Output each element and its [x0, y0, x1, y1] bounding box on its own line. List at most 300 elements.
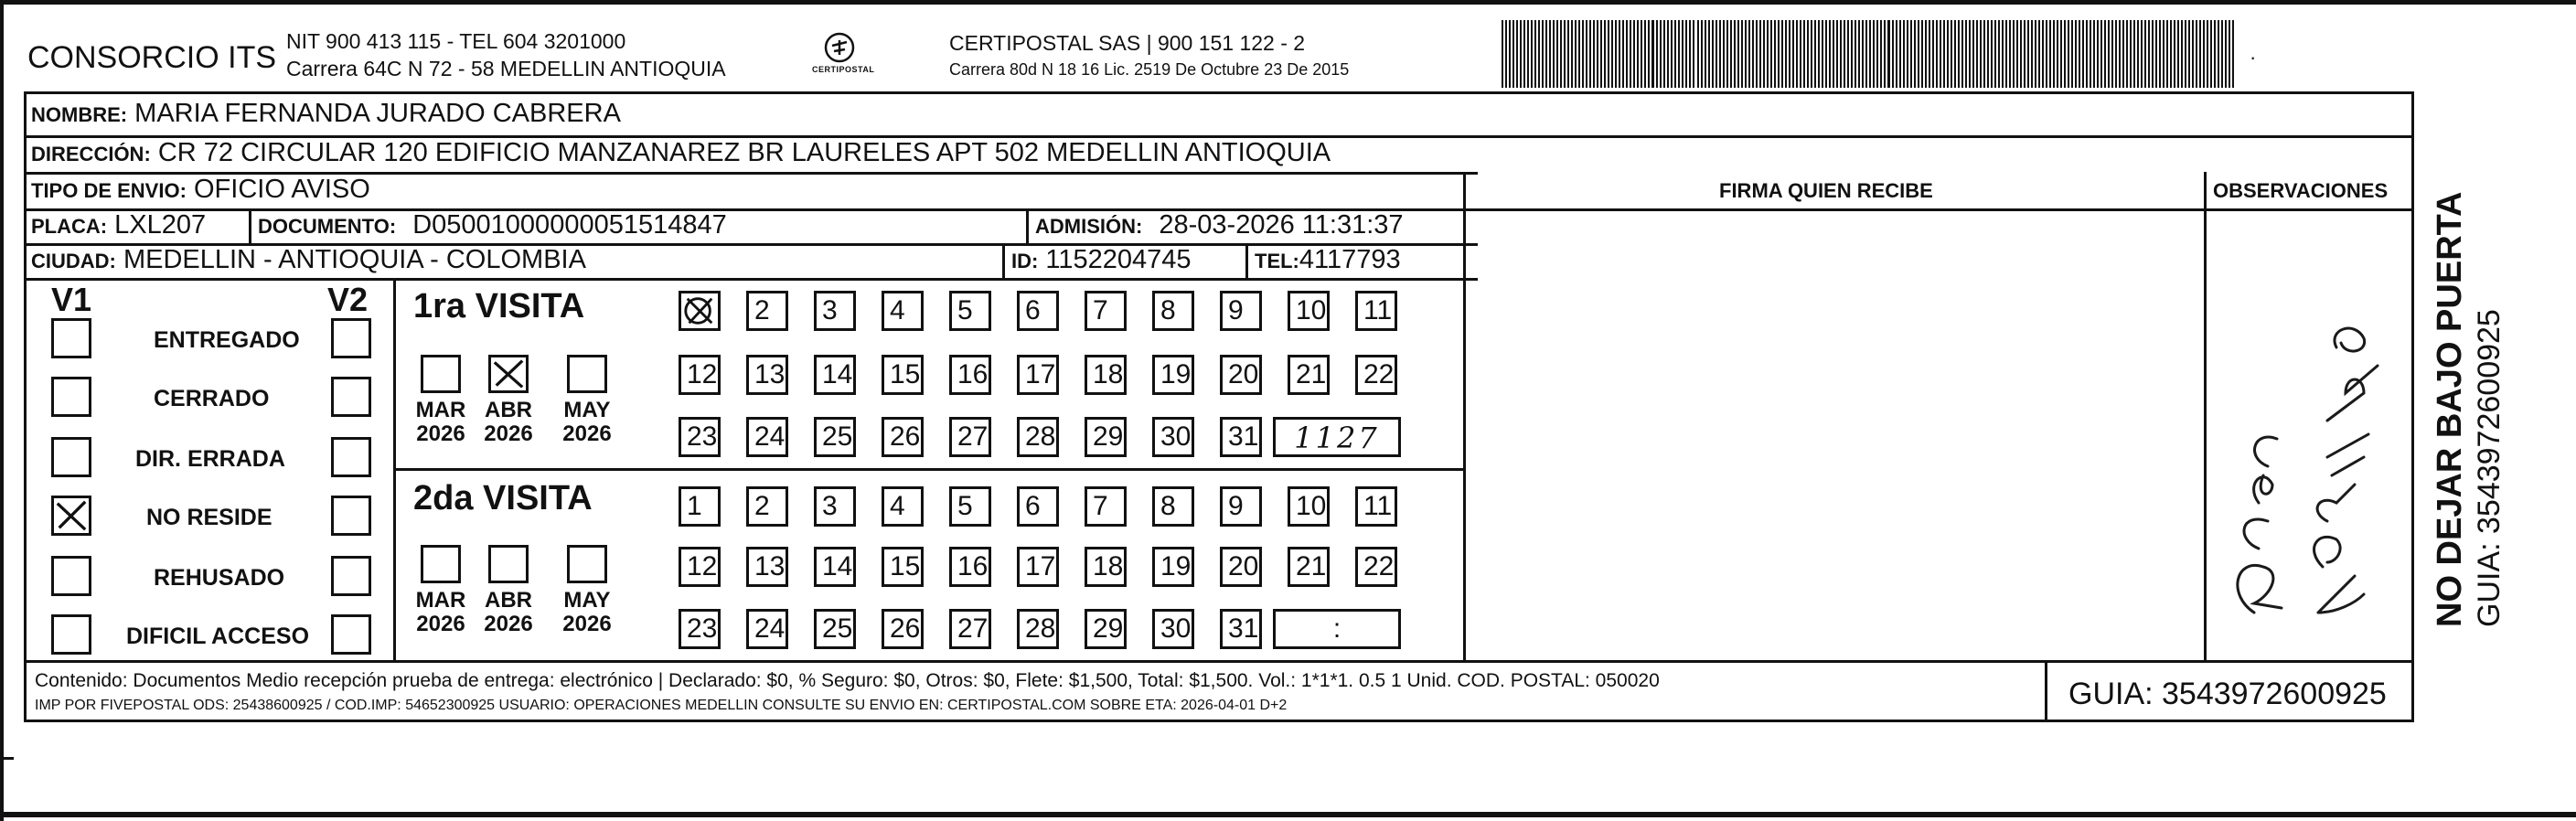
second-day-box: 9	[1220, 486, 1262, 527]
id-label: ID:	[1011, 250, 1039, 272]
barcode-bar	[2119, 20, 2121, 88]
second-month-checkbox	[567, 545, 607, 583]
company-name: CONSORCIO ITS	[27, 40, 277, 75]
tel-row	[1255, 247, 1401, 273]
first-day-box: 13	[746, 355, 788, 395]
admision-row	[1035, 212, 1404, 239]
barcode-bar	[2002, 20, 2004, 88]
barcode-bar	[1822, 20, 1823, 88]
barcode-bar	[1887, 20, 1890, 88]
first-day-box: 3	[814, 291, 856, 331]
barcode-bar	[1943, 20, 1945, 88]
barcode-bar	[1918, 20, 1919, 88]
first-day-box: 30	[1152, 417, 1194, 457]
barcode-bar	[2024, 20, 2026, 88]
barcode-bar	[1575, 20, 1577, 88]
barcode-bar	[1785, 20, 1787, 88]
barcode-bar	[1697, 20, 1699, 88]
barcode-bar	[1829, 20, 1831, 88]
first-day-box: 27	[949, 417, 991, 457]
second-day-box: 4	[882, 486, 924, 527]
barcode-bar	[1855, 20, 1856, 88]
direccion-label: DIRECCIÓN:	[31, 143, 151, 165]
lower-tick	[0, 757, 14, 760]
second-day-box: 24	[746, 609, 788, 649]
barcode-bar	[2068, 20, 2069, 88]
first-day-box: 6	[1017, 291, 1059, 331]
barcode-bar	[1516, 20, 1518, 88]
barcode-bar	[1825, 20, 1827, 88]
barcode-bar	[2137, 20, 2139, 88]
month-name: ABR	[485, 588, 532, 613]
barcode-bar	[1604, 20, 1606, 88]
barcode-bar	[1534, 20, 1536, 88]
first-day-box: 25	[814, 417, 856, 457]
v1-checkbox	[51, 556, 91, 596]
second-day-box: 19	[1152, 547, 1194, 587]
barcode-bar	[1781, 20, 1783, 88]
observaciones-label: OBSERVACIONES	[2213, 179, 2389, 202]
admision-divider	[1026, 208, 1029, 243]
barcode-bar	[2214, 20, 2216, 88]
first-day-box: 8	[1152, 291, 1194, 331]
barcode-bar	[1630, 20, 1631, 88]
id-divider	[1002, 243, 1005, 278]
second-day-box: 6	[1017, 486, 1059, 527]
barcode-bar	[1719, 20, 1721, 88]
first-day-box: 9	[1220, 291, 1262, 331]
barcode-bar	[2218, 20, 2219, 88]
first-month-checkbox	[421, 355, 461, 393]
barcode-bar	[1549, 20, 1551, 88]
barcode-bar	[1936, 20, 1938, 88]
first-day-box: 23	[679, 417, 721, 457]
visit-divider	[393, 468, 1463, 471]
barcode-bar	[2163, 20, 2164, 88]
second-day-box: 11	[1355, 486, 1397, 527]
barcode-bar	[1789, 20, 1790, 88]
second-day-box: 1	[679, 486, 721, 527]
barcode-bar	[1987, 20, 1989, 88]
barcode-bar	[1892, 20, 1894, 88]
barcode-bar	[1929, 20, 1930, 88]
status-item-label: NO RESIDE	[146, 505, 273, 530]
status-item-label: ENTREGADO	[154, 327, 300, 353]
month-year: 2026	[484, 421, 533, 447]
barcode-bar	[2130, 20, 2132, 88]
barcode-bar	[2086, 20, 2088, 88]
first-day-box: 10	[1288, 291, 1330, 331]
firma-label: FIRMA QUIEN RECIBE	[1719, 179, 1933, 202]
month-year: 2026	[416, 612, 465, 637]
form-frame	[24, 91, 2414, 722]
second-day-box: 12	[679, 547, 721, 587]
top-edge	[0, 0, 2576, 5]
barcode-bar	[2042, 20, 2044, 88]
carrier-address: Carrera 80d N 18 16 Lic. 2519 De Octubre 23 De 2015	[949, 60, 1350, 79]
direccion-row	[31, 140, 1331, 166]
second-month-checkbox	[421, 545, 461, 583]
barcode-bar	[1803, 20, 1805, 88]
second-day-box: 30	[1152, 609, 1194, 649]
barcode-bar	[1763, 20, 1765, 88]
barcode-bar	[1774, 20, 1776, 88]
first-month-checkbox	[567, 355, 607, 393]
first-day-box: 15	[882, 355, 924, 395]
barcode-bar	[1869, 20, 1871, 88]
month-name: MAR	[415, 588, 466, 613]
barcode-bar	[1660, 20, 1662, 88]
barcode-bar	[1527, 20, 1529, 88]
barcode-bar	[1796, 20, 1798, 88]
barcode-bar	[1564, 20, 1566, 88]
barcode-bar	[2192, 20, 2194, 88]
v2-checkbox	[331, 377, 371, 417]
barcode-bar	[2203, 20, 2205, 88]
barcode-bar	[2057, 20, 2058, 88]
barcode-bar	[2196, 20, 2197, 88]
month-name: MAR	[415, 398, 466, 422]
barcode-bar	[1651, 20, 1654, 88]
second-day-box: 2	[746, 486, 788, 527]
barcode-bar	[1553, 20, 1555, 88]
barcode-bar	[1597, 20, 1598, 88]
barcode-bar	[1947, 20, 1949, 88]
barcode-bar	[1578, 20, 1580, 88]
barcode-bar	[2090, 20, 2091, 88]
tel-label: TEL:	[1255, 250, 1299, 272]
barcode-icon	[1502, 20, 2242, 88]
first-day-box: 12	[679, 355, 721, 395]
barcode-bar	[1611, 20, 1613, 88]
first-day-box: 7	[1085, 291, 1127, 331]
v2-checkbox	[331, 556, 371, 596]
first-day-box: 21	[1288, 355, 1330, 395]
barcode-bar	[1907, 20, 1908, 88]
admision-value: 28-03-2026 11:31:37	[1159, 210, 1404, 240]
barcode-bar	[1876, 20, 1878, 88]
barcode-bar	[2177, 20, 2179, 88]
barcode-bar	[1807, 20, 1809, 88]
barcode-bar	[1593, 20, 1595, 88]
tel-divider	[1245, 243, 1248, 278]
v1-checkbox	[51, 318, 91, 358]
placa-divider	[249, 208, 251, 243]
v2-checkbox	[331, 437, 371, 477]
id-row	[1011, 247, 1192, 273]
second-time-box: :	[1273, 609, 1401, 649]
second-day-box: 16	[949, 547, 991, 587]
first-month-checkbox-checked	[488, 355, 529, 393]
barcode-bar	[1903, 20, 1905, 88]
barcode-bar	[1567, 20, 1569, 88]
barcode-bar	[1560, 20, 1562, 88]
barcode-bar	[1914, 20, 1916, 88]
second-day-box: 15	[882, 547, 924, 587]
second-month-label	[412, 589, 470, 637]
bottom-edge	[0, 812, 2576, 817]
month-year: 2026	[562, 612, 612, 637]
status-item-label: DIFICIL ACCESO	[126, 624, 310, 649]
barcode-bar	[1608, 20, 1609, 88]
ciudad-label: CIUDAD:	[31, 250, 116, 272]
barcode-bar	[2133, 20, 2135, 88]
barcode-bar	[1844, 20, 1845, 88]
barcode-bar	[1972, 20, 1974, 88]
barcode-bar	[2111, 20, 2113, 88]
barcode-bar	[1600, 20, 1602, 88]
barcode-bar	[1571, 20, 1573, 88]
v1-checkbox	[51, 437, 91, 477]
barcode-bar	[1615, 20, 1617, 88]
barcode-bar	[1712, 20, 1714, 88]
barcode-bar	[1778, 20, 1780, 88]
barcode-bar	[1792, 20, 1794, 88]
id-value: 1152204745	[1045, 245, 1192, 274]
ciudad-row	[31, 247, 586, 273]
tipo-value: OFICIO AVISO	[193, 175, 370, 204]
barcode-bar	[1622, 20, 1624, 88]
footer-guia: GUIA: 3543972600925	[2068, 677, 2387, 711]
nombre-value: MARIA FERNANDA JURADO CABRERA	[134, 99, 621, 128]
nombre-row	[31, 101, 621, 127]
first-day-box: 17	[1017, 355, 1059, 395]
barcode-bar	[1734, 20, 1736, 88]
barcode-bar	[1509, 20, 1511, 88]
barcode-bar	[2027, 20, 2029, 88]
documento-row	[258, 212, 727, 239]
barcode-bar	[2108, 20, 2110, 88]
first-day-box: 18	[1085, 355, 1127, 395]
row-line-5	[24, 278, 1478, 281]
v2-checkbox	[331, 614, 371, 655]
barcode-bar	[1951, 20, 1952, 88]
barcode-bar	[1641, 20, 1642, 88]
barcode-bar	[1756, 20, 1758, 88]
barcode-bar	[1954, 20, 1956, 88]
month-name: ABR	[485, 398, 532, 422]
barcode-bar	[1752, 20, 1754, 88]
second-day-box: 7	[1085, 486, 1127, 527]
barcode-bar	[1994, 20, 1996, 88]
first-day-box-marked	[679, 291, 721, 331]
v2-label: V2	[327, 281, 369, 318]
barcode-bar	[1858, 20, 1860, 88]
barcode-bar	[1505, 20, 1507, 88]
barcode-dot: ·	[2250, 46, 2257, 69]
status-item-label: DIR. ERRADA	[135, 446, 285, 472]
barcode-bar	[2005, 20, 2007, 88]
second-day-box: 21	[1288, 547, 1330, 587]
barcode-bar	[2174, 20, 2175, 88]
month-name: MAY	[563, 398, 611, 422]
barcode-bar	[1705, 20, 1706, 88]
barcode-bar	[1644, 20, 1646, 88]
barcode-bar	[1767, 20, 1769, 88]
barcode-bar	[1626, 20, 1628, 88]
barcode-bar	[2229, 20, 2230, 88]
barcode-bar	[2104, 20, 2106, 88]
barcode-bar	[2155, 20, 2157, 88]
barcode-bar	[2082, 20, 2084, 88]
barcode-bar	[2053, 20, 2055, 88]
barcode-bar	[2064, 20, 2066, 88]
barcode-bar	[2060, 20, 2062, 88]
second-month-label	[558, 589, 616, 637]
first-day-box: 28	[1017, 417, 1059, 457]
certipostal-logo-icon	[812, 29, 875, 79]
barcode-bar	[1619, 20, 1620, 88]
barcode-bar	[1545, 20, 1547, 88]
barcode-bar	[2046, 20, 2047, 88]
first-day-box: 2	[746, 291, 788, 331]
barcode-bar	[2115, 20, 2117, 88]
barcode-bar	[1531, 20, 1533, 88]
barcode-bar	[2188, 20, 2190, 88]
barcode-bar	[1542, 20, 1544, 88]
barcode-bar	[1663, 20, 1665, 88]
barcode-bar	[1685, 20, 1687, 88]
barcode-bar	[1800, 20, 1801, 88]
barcode-bar	[1582, 20, 1584, 88]
barcode-bar	[1965, 20, 1967, 88]
placa-row	[31, 212, 206, 239]
barcode-bar	[1983, 20, 1985, 88]
barcode-bar	[1502, 20, 1503, 88]
nombre-label: NOMBRE:	[31, 103, 128, 126]
barcode-bar	[2093, 20, 2095, 88]
barcode-bar	[1770, 20, 1772, 88]
barcode-bar	[2170, 20, 2172, 88]
barcode-bar	[1851, 20, 1853, 88]
first-month-label	[412, 399, 470, 447]
second-day-box: 26	[882, 609, 924, 649]
side-notice: NO DEJAR BAJO PUERTA	[2431, 191, 2469, 627]
barcode-bar	[1678, 20, 1680, 88]
footer-imp: IMP POR FIVEPOSTAL ODS: 25438600925 / COD.IMP: 54652300925 USUARIO: OPERACIONES MEDELLIN CONSULTE SU ENVIO EN: CERTIPOSTAL.COM SOBRE ETA: 2026-04-01 D+2	[35, 698, 1288, 713]
barcode-bar	[2207, 20, 2208, 88]
barcode-bar	[2122, 20, 2124, 88]
barcode-bar	[2225, 20, 2227, 88]
barcode-bar	[2020, 20, 2022, 88]
barcode-bar	[1818, 20, 1820, 88]
barcode-bar	[2049, 20, 2051, 88]
barcode-bar	[1880, 20, 1882, 88]
barcode-bar	[1671, 20, 1673, 88]
barcode-bar	[2166, 20, 2168, 88]
barcode-bar	[1976, 20, 1978, 88]
barcode-bar	[1847, 20, 1849, 88]
barcode-bar	[2035, 20, 2036, 88]
first-day-box: 19	[1152, 355, 1194, 395]
tipo-row	[31, 176, 370, 203]
barcode-bar	[1862, 20, 1864, 88]
placa-label: PLACA:	[31, 215, 108, 238]
handwritten-signature-icon	[2218, 247, 2410, 640]
barcode-bar	[2097, 20, 2099, 88]
barcode-bar	[1689, 20, 1691, 88]
barcode-bar	[2141, 20, 2143, 88]
footer-line	[24, 660, 2414, 663]
month-year: 2026	[562, 421, 612, 447]
barcode-bar	[2144, 20, 2146, 88]
second-day-box: 5	[949, 486, 991, 527]
barcode-bar	[1884, 20, 1886, 88]
barcode-bar	[1667, 20, 1669, 88]
barcode-bar	[1865, 20, 1867, 88]
barcode-bar	[1520, 20, 1522, 88]
month-year: 2026	[416, 421, 465, 447]
first-month-label	[558, 399, 616, 447]
second-day-box: 17	[1017, 547, 1059, 587]
second-day-box: 13	[746, 547, 788, 587]
month-name: MAY	[563, 588, 611, 613]
v2-checkbox	[331, 496, 371, 536]
barcode-bar	[2016, 20, 2018, 88]
barcode-bar	[2221, 20, 2223, 88]
barcode-bar	[1648, 20, 1650, 88]
second-day-box: 3	[814, 486, 856, 527]
barcode-bar	[2181, 20, 2183, 88]
side-guia: GUIA: 3543972600925	[2472, 309, 2507, 627]
barcode-bar	[1682, 20, 1683, 88]
tel-value: 4117793	[1299, 245, 1401, 274]
barcode-bar	[2071, 20, 2073, 88]
second-day-box: 14	[814, 547, 856, 587]
first-day-box: 11	[1355, 291, 1397, 331]
status-item-label: CERRADO	[154, 386, 270, 411]
barcode-bar	[1716, 20, 1717, 88]
barcode-bar	[1523, 20, 1525, 88]
barcode-bar	[1836, 20, 1838, 88]
v1-checkbox	[51, 614, 91, 655]
first-visit-label: 1ra VISITA	[413, 287, 585, 325]
footer-contenido: Contenido: Documentos Medio recepción prueba de entrega: electrónico | Declarado: $0, % Seguro: $0, Otros: $0, Flete: $1,500, Total: $1,500. Vol.: 1*1*1. 0.5 1 Unid. COD. POSTAL: 050020	[35, 670, 1660, 691]
barcode-bar	[2199, 20, 2201, 88]
company-nit: NIT 900 413 115 - TEL 604 3201000	[286, 29, 626, 53]
barcode-bar	[1899, 20, 1901, 88]
barcode-bar	[1556, 20, 1558, 88]
documento-label: DOCUMENTO:	[258, 215, 397, 238]
barcode-bar	[2031, 20, 2033, 88]
v2-checkbox	[331, 318, 371, 358]
second-day-box: 8	[1152, 486, 1194, 527]
barcode-bar	[1538, 20, 1540, 88]
barcode-bar	[1961, 20, 1963, 88]
second-day-box: 20	[1220, 547, 1262, 587]
v1-label: V1	[51, 281, 92, 318]
barcode-bar	[1833, 20, 1834, 88]
barcode-bar	[1958, 20, 1960, 88]
left-edge	[0, 0, 4, 821]
barcode-bar	[1748, 20, 1750, 88]
placa-value: LXL207	[114, 210, 207, 240]
barcode-bar	[1741, 20, 1743, 88]
barcode-bar	[1586, 20, 1587, 88]
first-day-box: 26	[882, 417, 924, 457]
second-day-box: 23	[679, 609, 721, 649]
first-day-box: 14	[814, 355, 856, 395]
barcode-bar	[1737, 20, 1739, 88]
barcode-bar	[1512, 20, 1514, 88]
barcode-bar	[1940, 20, 1941, 88]
second-day-box: 29	[1085, 609, 1127, 649]
barcode-bar	[2148, 20, 2150, 88]
barcode-bar	[1708, 20, 1710, 88]
logo-text: CERTIPOSTAL	[812, 65, 875, 74]
barcode-bar	[2038, 20, 2040, 88]
observaciones-divider	[2204, 172, 2207, 660]
